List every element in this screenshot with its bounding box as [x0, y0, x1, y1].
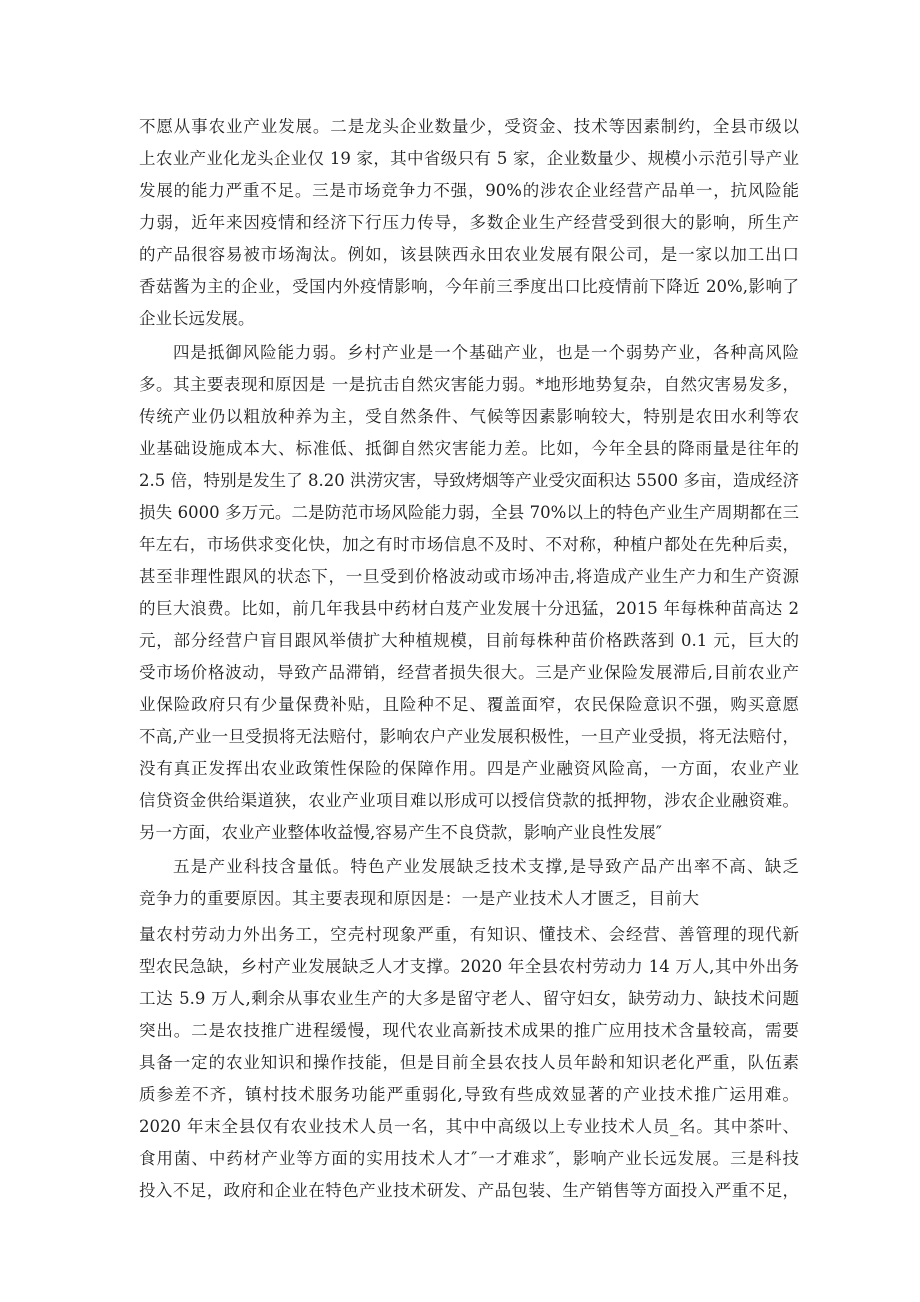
paragraph-line: 的巨大浪费。比如，前几年我县中药材白芨产业发展十分迅猛，2015 年每株种苗高达 2	[139, 599, 799, 618]
paragraph-line: 质参差不齐，镇村技术服务功能严重弱化,导致有些成效显著的产业技术推广运用难。	[139, 1085, 799, 1104]
paragraph-line: 年左右，市场供求变化快，加之有时市场信息不及时、不对称，种植户都处在先种后卖，	[139, 535, 799, 554]
paragraph-line: 元，部分经营户盲目跟风举债扩大种植规模，目前每株种苗价格跌落到 0.1 元，巨大的	[139, 631, 799, 650]
paragraph-line: 受市场价格波动，导致产品滞销，经营者损失很大。三是产业保险发展滞后,目前农业产	[139, 663, 799, 682]
paragraph-line: 发展的能力严重不足。三是市场竞争力不强，90%的涉农企业经营产品单一，抗风险能	[139, 181, 799, 200]
paragraph-line: 食用菌、中药材产业等方面的实用技术人才″一才难求″，影响产业长远发展。三是科技	[139, 1149, 799, 1168]
paragraph-line: 信贷资金供给渠道狭，农业产业项目难以形成可以授信贷款的抵押物，涉农企业融资难。	[139, 791, 799, 810]
paragraph-line: 不高,产业一旦受损将无法赔付，影响农户产业发展积极性，一旦产业受损，将无法赔付，	[139, 727, 799, 746]
paragraph-line: 多。其主要表现和原因是 一是抗击自然灾害能力弱。*地形地势复杂，自然灾害易发多，	[139, 375, 799, 394]
paragraph-line: 2.5 倍，特别是发生了 8.20 洪涝灾害，导致烤烟等产业受灾面积达 5500 多亩，造成经济	[139, 471, 799, 490]
paragraph-line: 业基础设施成本大、标准低、抵御自然灾害能力差。比如，今年全县的降雨量是往年的	[139, 439, 799, 458]
paragraph-line: 另一方面，农业产业整体收益慢,容易产生不良贷款，影响产业良性发展″	[139, 823, 662, 842]
paragraph-line: 业保险政府只有少量保费补贴，且险种不足、覆盖面窄，农民保险意识不强，购买意愿	[139, 695, 799, 714]
paragraph-line: 香菇酱为主的企业，受国内外疫情影响，今年前三季度出口比疫情前下降近 20%,影响了	[139, 277, 799, 296]
paragraph-line: 型农民急缺，乡村产业发展缺乏人才支撑。2020 年全县农村劳动力 14 万人,其中外出务	[139, 957, 799, 976]
paragraph-line: 企业长远发展。	[139, 309, 255, 328]
paragraph-line: 2020 年末全县仅有农业技术人员一名，其中中高级以上专业技术人员_名。其中茶叶、	[139, 1117, 799, 1136]
paragraph-line: 投入不足，政府和企业在特色产业技术研发、产品包装、生产销售等方面投入严重不足，	[139, 1181, 799, 1200]
paragraph-line: 损失 6000 多万元。二是防范市场风险能力弱，全县 70%以上的特色产业生产周期都在三	[139, 503, 799, 522]
paragraph-line: 力弱，近年来因疫情和经济下行压力传导，多数企业生产经营受到很大的影响，所生产	[139, 213, 799, 232]
paragraph-line: 上农业产业化龙头企业仅 19 家，其中省级只有 5 家，企业数量少、规模小示范引导产业	[139, 149, 799, 168]
paragraph-line: 竞争力的重要原因。其主要表现和原因是：一是产业技术人才匮乏，目前大	[139, 889, 699, 908]
paragraph-line: 没有真正发挥出农业政策性保险的保障作用。四是产业融资风险高，一方面，农业产业	[139, 759, 799, 778]
paragraph-first-line: 四是抵御风险能力弱。乡村产业是一个基础产业，也是一个弱势产业，各种高风险	[173, 343, 799, 362]
paragraph-line: 量农村劳动力外出务工，空壳村现象严重，有知识、懂技术、会经营、善管理的现代新	[139, 925, 799, 944]
paragraph-line: 不愿从事农业产业发展。二是龙头企业数量少，受资金、技术等因素制约，全县市级以	[139, 117, 799, 136]
paragraph-line: 的产品很容易被市场淘汰。例如，该县陕西永田农业发展有限公司，是一家以加工出口	[139, 245, 799, 264]
paragraph-line: 甚至非理性跟风的状态下，一旦受到价格波动或市场冲击,将造成产业生产力和生产资源	[139, 567, 799, 586]
paragraph-first-line: 五是产业科技含量低。特色产业发展缺乏技术支撑,是导致产品产出率不高、缺乏	[173, 857, 799, 876]
paragraph-line: 工达 5.9 万人,剩余从事农业生产的大多是留守老人、留守妇女，缺劳动力、缺技术问题	[139, 989, 799, 1008]
paragraph-line: 具备一定的农业知识和操作技能，但是目前全县农技人员年龄和知识老化严重，队伍素	[139, 1053, 799, 1072]
paragraph-line: 传统产业仍以粗放种养为主，受自然条件、气候等因素影响较大，特别是农田水利等农	[139, 407, 799, 426]
paragraph-line: 突出。二是农技推广进程缓慢，现代农业高新技术成果的推广应用技术含量较高，需要	[139, 1021, 799, 1040]
